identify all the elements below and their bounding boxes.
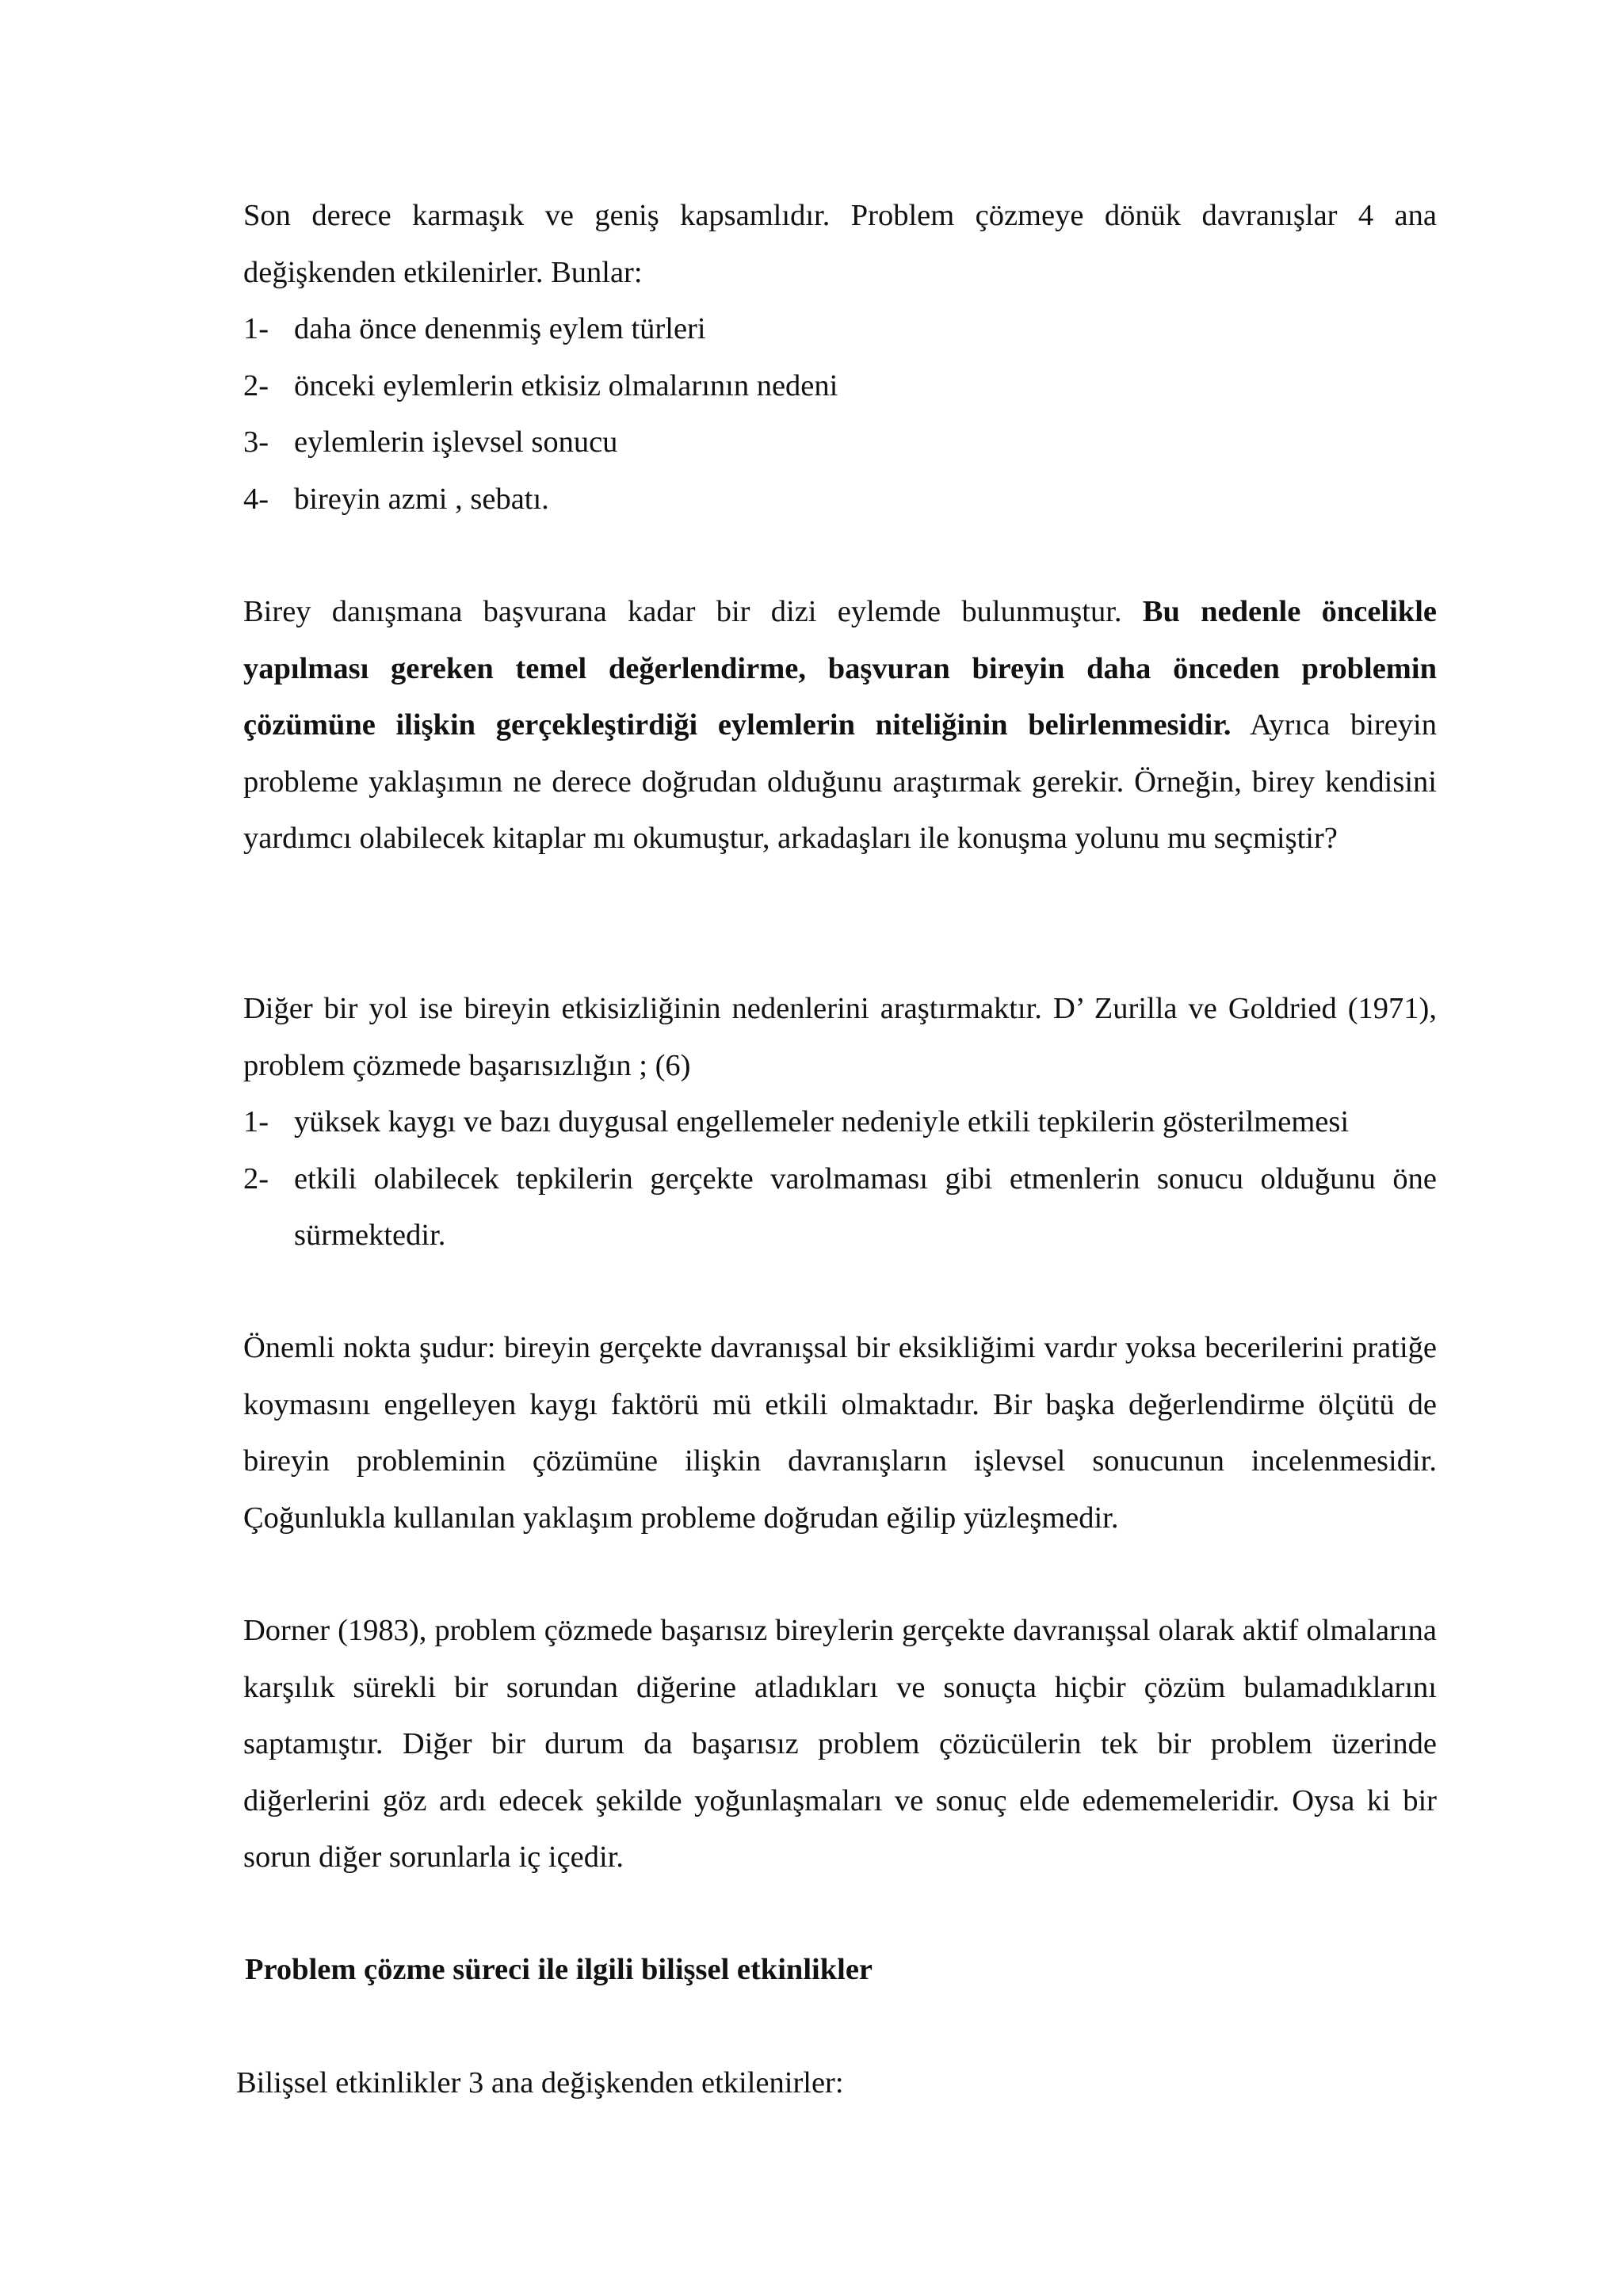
list-item — [243, 301, 1437, 358]
list-reasons — [243, 1094, 1437, 1264]
paragraph-assessment-tail: Ayrıca bireyin probleme yaklaşımın ne derece doğrudan olduğunu araştırmak gerekir. Örneğin, birey kendisini yardımcı olabilecek kitaplar mı okumuştur, arkadaşları ile konuşma yolunu mu seçmiştir? — [243, 708, 1437, 855]
list-number: 2- — [243, 368, 269, 402]
list-text: yüksek kaygı ve bazı duygusal engellemeler nedeniyle etkili tepkilerin gösterilmemesi — [294, 1105, 1350, 1138]
list-text: daha önce denenmiş eylem türleri — [294, 312, 706, 345]
list-number: 3- — [243, 425, 269, 459]
paragraph-key-point-text: Önemli nokta şudur: bireyin gerçekte davranışsal bir eksikliğimi vardır yoksa becerilerini pratiğe koymasını engelleyen kaygı faktörü mü etkili olmaktadır. Bir başka değerlendirme ölçütü de bireyin probleminin çözümüne ilişkin davranışların işlevsel sonucunun incelenmesidir. Çoğunlukla kullanılan yaklaşım probleme doğrudan eğilip yüzleşmedir. — [243, 1331, 1437, 1535]
list-number: 4- — [243, 482, 269, 516]
paragraph-key-point — [243, 1320, 1437, 1547]
list-number: 2- — [243, 1161, 269, 1196]
paragraph-ineffectiveness-text: Diğer bir yol ise bireyin etkisizliğinin nedenlerini araştırmaktır. D’ Zurilla ve Goldried (1971), problem çözmede başarısızlığın ; (6) — [243, 992, 1437, 1082]
list-text: eylemlerin işlevsel sonucu — [294, 425, 618, 459]
list-item — [243, 1151, 1437, 1264]
closing-line: Bilişsel etkinlikler 3 ana değişkenden etkilenirler: — [236, 2066, 844, 2100]
paragraph-assessment — [243, 584, 1437, 868]
list-factors — [243, 301, 1437, 528]
list-number: 1- — [243, 1105, 269, 1138]
list-text: bireyin azmi , sebatı. — [294, 482, 549, 516]
section-heading: Problem çözme süreci ile ilgili bilişsel etkinlikler — [245, 1953, 873, 1986]
list-item — [243, 471, 1437, 528]
paragraph-dorner-text: Dorner (1983), problem çözmede başarısız bireylerin gerçekte davranışsal olarak aktif olmalarına karşılık sürekli bir sorundan diğerine atladıkları ve sonuçta hiçbir çözüm bulamadıklarını saptamıştır. Diğer bir durum da başarısız problem çözücülerin tek bir problem üzerinde diğerlerini göz ardı edecek şekilde yoğunlaşmaları ve sonuç elde edememeleridir. Oysa ki bir sorun diğer sorunlarla iç içedir. — [243, 1614, 1437, 1874]
paragraph-dorner — [243, 1603, 1437, 1886]
paragraph-assessment-lead: Birey danışmana başvurana kadar bir dizi eylemde bulunmuştur. — [243, 595, 1143, 628]
list-item — [243, 414, 1437, 471]
list-item — [243, 358, 1437, 415]
list-text: önceki eylemlerin etkisiz olmalarının nedeni — [294, 368, 838, 402]
paragraph-intro-text: Son derece karmaşık ve geniş kapsamlıdır. Problem çözmeye dönük davranışlar 4 ana değişkenden etkilenirler. Bunlar: — [243, 199, 1437, 289]
list-text: etkili olabilecek tepkilerin gerçekte varolmaması gibi etmenlerin sonucu olduğunu öne sürmektedir. — [294, 1161, 1437, 1252]
list-item — [243, 1094, 1437, 1151]
list-number: 1- — [243, 312, 269, 345]
paragraph-assessment-bold: Bu nedenle öncelikle yapılması gereken temel değerlendirme, başvuran bireyin daha önceden problemin çözümüne ilişkin gerçekleştirdiği eylemlerin niteliğinin belirlenmesidir. — [243, 595, 1437, 742]
paragraph-intro — [243, 188, 1437, 301]
paragraph-ineffectiveness — [243, 981, 1437, 1094]
